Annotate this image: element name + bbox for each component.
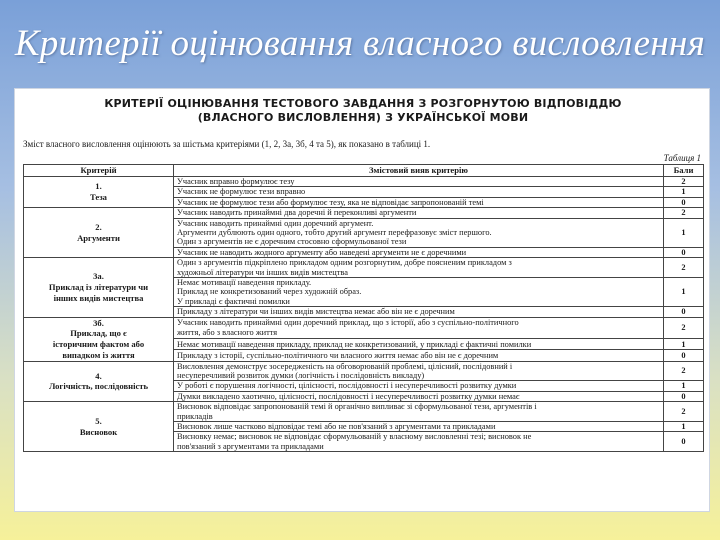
points-cell: 2 — [664, 258, 704, 278]
indicator-cell — [174, 350, 664, 361]
indicator-cell — [174, 208, 664, 218]
indicator-text-line: Учасник наводить принаймні два доречні й переконливі аргументи — [177, 208, 417, 218]
points-cell: 2 — [664, 208, 704, 218]
indicator-text-line: пов'язаний з аргументами та прикладами — [177, 441, 324, 451]
criterion-cell — [24, 402, 174, 452]
criterion-number: 2. — [95, 222, 102, 232]
column-header-points: Бали — [664, 165, 704, 177]
indicator-text-line: Учасник не формулює тези або формулює тезу, яка не відповідає запропонованій темі — [177, 197, 484, 207]
table-row — [24, 258, 704, 278]
criterion-cell — [24, 361, 174, 402]
points-cell: 0 — [664, 432, 704, 452]
points-cell: 1 — [664, 187, 704, 197]
indicator-text-line: Немає мотивації наведення прикладу. — [177, 278, 312, 288]
table-row — [24, 208, 704, 218]
indicator-cell — [174, 197, 664, 207]
table-row — [24, 402, 704, 422]
indicator-cell — [174, 258, 664, 278]
criterion-name-line: Теза — [90, 192, 107, 203]
indicator-cell — [174, 187, 664, 197]
indicator-text-line: Приклад не конкретизований через художній образ. — [177, 287, 362, 297]
indicator-text-line: Учасник вправно формулює тезу — [177, 177, 295, 186]
table-row — [24, 177, 704, 187]
indicator-cell — [174, 247, 664, 257]
points-cell: 0 — [664, 307, 704, 317]
indicator-text-line: У прикладі є фактичні помилки — [177, 296, 290, 306]
points-cell: 0 — [664, 391, 704, 401]
indicator-text-line: У роботі є порушення логічності, цілісності, послідовності і несуперечливості розвитку думки — [177, 381, 517, 391]
indicator-text-line: Один з аргументів не є доречним стосовно сформульованої тези — [177, 237, 407, 247]
points-cell: 1 — [664, 278, 704, 307]
table-header-row — [24, 165, 704, 177]
criterion-name-line: Висновок — [79, 426, 118, 437]
indicator-cell — [174, 177, 664, 187]
criterion-number: 3б. — [93, 317, 104, 328]
indicator-text-line: життя, або з власного життя — [177, 327, 278, 337]
indicator-text-line: Прикладу з історії, суспільно-політичного чи власного життя немає або він не є доречним — [177, 350, 499, 360]
criterion-name-line: випадком із життя — [62, 349, 135, 360]
indicator-cell — [174, 432, 664, 452]
intro-rest: за шістьма критеріями (1, 2, 3а, 3б, 4 та 5), як показано в таблиці 1. — [170, 139, 431, 149]
points-cell: 0 — [664, 350, 704, 361]
indicator-cell — [174, 391, 664, 401]
criterion-cell — [24, 258, 174, 317]
column-header-criterion: Критерій — [24, 165, 174, 177]
criterion-cell — [24, 208, 174, 258]
points-cell: 0 — [664, 247, 704, 257]
indicator-text-line: Аргументи дублюють один одного, тобто другий аргумент перефразовує зміст першого. — [177, 228, 492, 238]
indicator-text-line: Учасник наводить принаймні один доречний приклад, що з історії, або з суспільно-політичного — [177, 318, 519, 328]
indicator-cell — [174, 381, 664, 391]
indicator-cell — [174, 402, 664, 422]
points-cell: 2 — [664, 361, 704, 381]
indicator-text-line: Учасник не наводить жодного аргументу або наведені аргументи не є доречними — [177, 247, 467, 257]
points-cell: 1 — [664, 339, 704, 350]
criterion-number: 1. — [95, 181, 102, 192]
indicator-text-line: прикладів — [177, 411, 213, 421]
indicator-text-line: Учасник наводить принаймні один доречний аргумент. — [177, 218, 374, 228]
indicator-cell — [174, 339, 664, 350]
points-cell: 0 — [664, 197, 704, 207]
document-heading-line-1: КРИТЕРІЇ ОЦІНЮВАННЯ ТЕСТОВОГО ЗАВДАННЯ З РОЗГОРНУТОЮ ВІДПОВІДДЮ — [104, 97, 622, 110]
criterion-name-line: Аргументи — [77, 232, 120, 243]
document-page — [14, 88, 710, 512]
criterion-name-line: історичним фактом або — [52, 339, 145, 350]
intro-sentence — [23, 139, 703, 149]
indicator-cell — [174, 307, 664, 317]
document-heading-line-2: (ВЛАСНОГО ВИСЛОВЛЕННЯ) З УКРАЇНСЬКОЇ МОВИ — [197, 111, 529, 124]
points-cell: 2 — [664, 317, 704, 338]
indicator-cell — [174, 422, 664, 432]
criterion-cell — [24, 317, 174, 361]
table-row — [24, 317, 704, 338]
indicator-text-line: Висновку немає; висновок не відповідає сформульованій у власному висловленні тезі; висновок не — [177, 432, 532, 442]
indicator-text-line: Немає мотивації наведення прикладу, приклад не конкретизований, у прикладі є фактичні помилки — [177, 339, 532, 349]
criterion-name-line: Приклад, що є — [70, 328, 127, 339]
indicator-text-line: несуперечливий розвиток думки (логічність і послідовність викладу) — [177, 371, 425, 381]
criterion-number: 3а. — [93, 271, 104, 282]
criterion-number: 4. — [95, 370, 102, 381]
indicator-text-line: Прикладу з літератури чи інших видів мистецтва немає або він не є доречним — [177, 307, 455, 317]
indicator-cell — [174, 278, 664, 307]
criteria-table-body — [24, 177, 704, 452]
points-cell: 1 — [664, 422, 704, 432]
indicator-text-line: Висновок відповідає запропонованій темі й органічно випливає зі сформульованої тези, аргументів і — [177, 402, 537, 412]
criterion-name-line: Логічність, послідовність — [48, 381, 149, 392]
table-caption: Таблиця 1 — [663, 153, 701, 163]
table-row — [24, 361, 704, 381]
indicator-text-line: Один з аргументів підкріплено прикладом одним розгорнутим, добре поясненим прикладом з — [177, 258, 512, 268]
indicator-cell — [174, 361, 664, 381]
indicator-text-line: Думки викладено хаотично, цілісності, послідовності і несуперечливості розвитку думки немає — [177, 391, 520, 401]
points-cell: 1 — [664, 218, 704, 247]
indicator-text-line: Учасник не формулює тези вправно — [177, 187, 306, 197]
criterion-cell — [24, 177, 174, 208]
criterion-name-line: Приклад із літератури чи — [48, 282, 149, 293]
indicator-text-line: Висловлення демонструє зосередженість на обговорюваній проблемі, цілісний, послідовний і — [177, 361, 513, 371]
indicator-cell — [174, 317, 664, 338]
slide-title: Критерії оцінювання власного висловлення — [14, 23, 706, 64]
criteria-table — [23, 164, 704, 452]
points-cell: 2 — [664, 402, 704, 422]
column-header-content: Змістовий вияв критерію — [174, 165, 664, 177]
indicator-text-line: Висновок лише частково відповідає темі або не пов'язаний з аргументами та прикладами — [177, 422, 496, 432]
criterion-name-line: інших видів мистецтва — [53, 292, 144, 303]
indicator-text-line: художньої літератури чи інших видів мистецтва — [177, 267, 348, 277]
points-cell: 1 — [664, 381, 704, 391]
points-cell: 2 — [664, 177, 704, 187]
intro-underlined-phrase: Зміст власного висловлення оцінюють — [23, 139, 171, 149]
criterion-number: 5. — [95, 416, 102, 427]
indicator-cell — [174, 218, 664, 247]
